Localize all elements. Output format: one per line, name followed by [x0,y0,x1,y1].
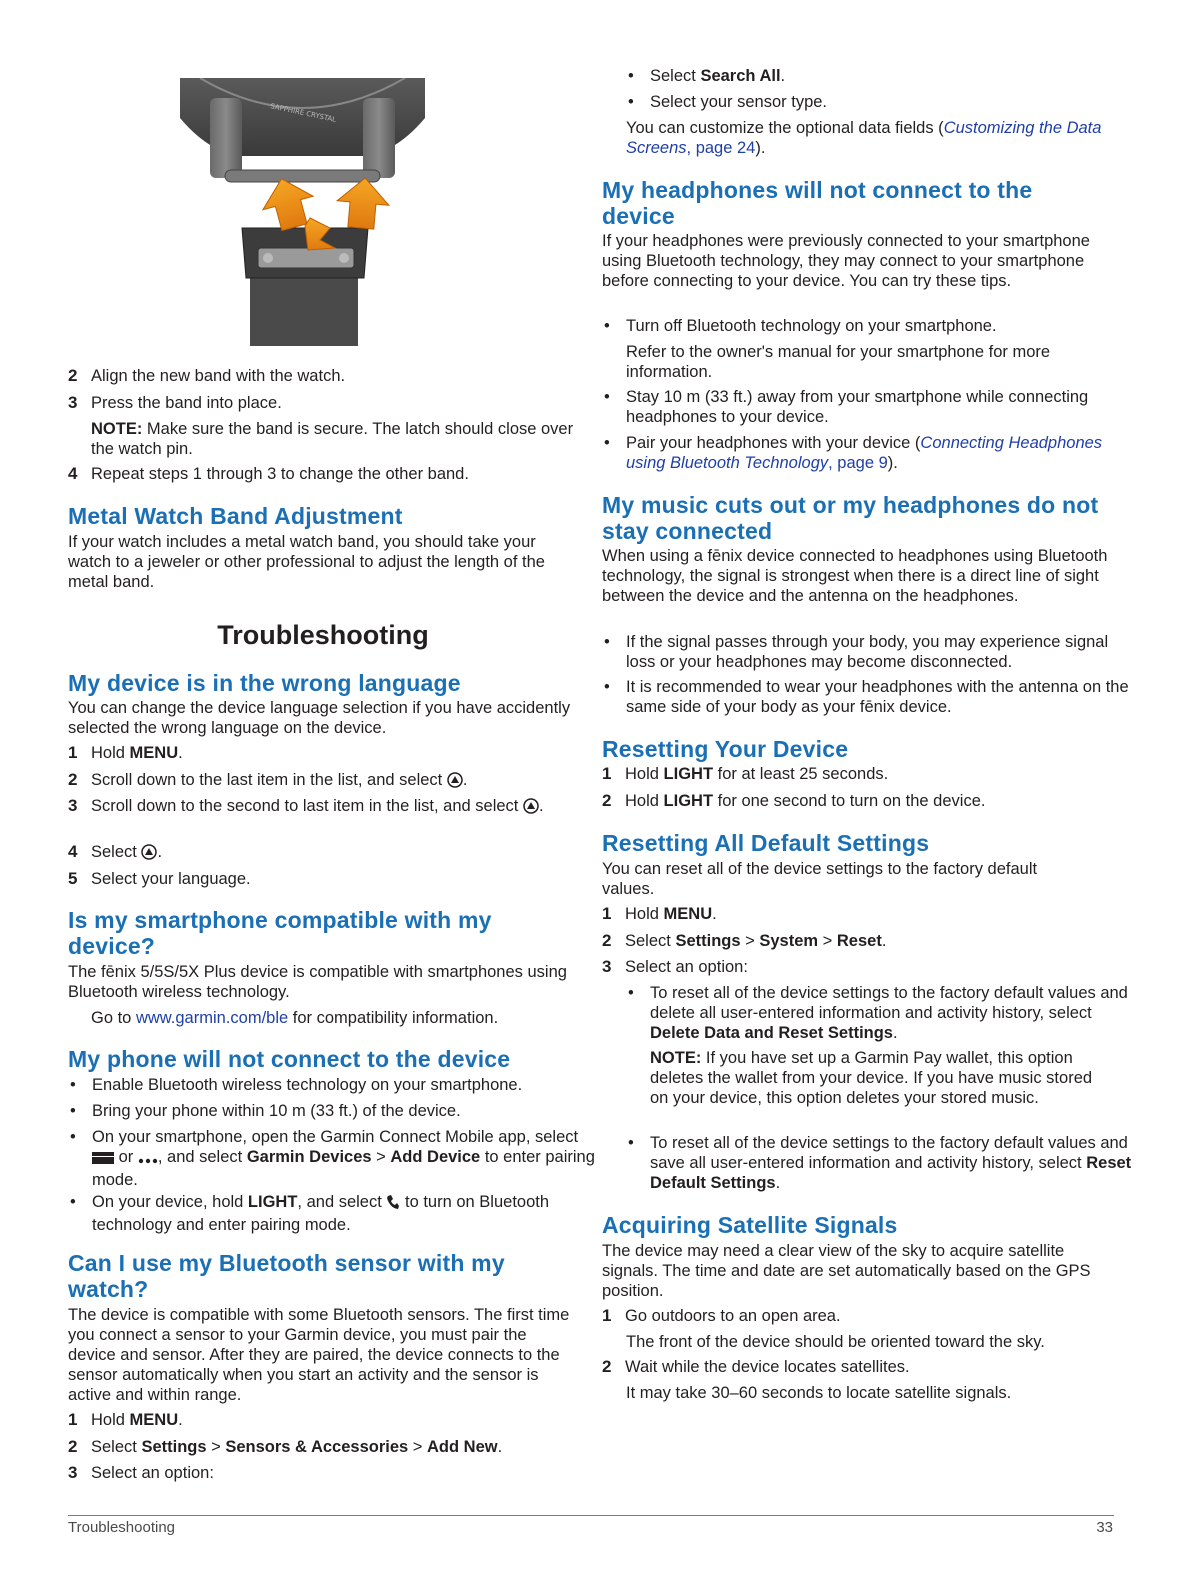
satellite-step-2-sub: It may take 30–60 seconds to locate satellite signals. [626,1384,1012,1402]
heading-bluetooth-sensor: Can I use my Bluetooth sensor with my watch? [68,1250,505,1302]
heading-satellite-signals: Acquiring Satellite Signals [602,1212,898,1238]
step-repeat: 4 Repeat steps 1 through 3 to change the other band. [68,464,469,483]
sensor-option-type: • Select your sensor type. [628,93,828,111]
headphones-text: If your headphones were previously connected to your smartphone using Bluetooth technology, they may connect to your smartphone before connecting to your device. You can try these tips. [602,232,1090,290]
phone-bullet-1: • Enable Bluetooth wireless technology on your smartphone. [70,1076,523,1094]
svg-text:SAPPHIRE CRYSTAL: SAPPHIRE CRYSTAL [269,102,337,124]
footer-section-name: Troubleshooting [68,1519,176,1536]
satellite-step-2: 2 Wait while the device locates satellites. [602,1357,910,1376]
lang-step-1: 1 Hold MENU. [68,743,183,762]
defaults-option-save: • To reset all of the device settings to the factory default values and save all user-entered information and activity history, select Reset Default Settings. [628,1134,1132,1192]
page-9-link[interactable]: , page 9 [828,454,888,472]
defaults-option-delete: • To reset all of the device settings to the factory default values and delete all user-entered information and activity history, select Delete Data and Reset Settings. [628,984,1128,1042]
customize-data-fields: You can customize the optional data fields (Customizing the Data Screens, page 24). [626,119,1102,157]
connecting-headphones-link[interactable]: Connecting Headphones using Bluetooth Technology [626,434,1103,472]
phone-bullet-2: • Bring your phone within 10 m (33 ft.) of the device. [70,1102,461,1120]
phone-bullet-3: • On your smartphone, open the Garmin Connect Mobile app, select or , and select Garmin Devices > Add Device to enter pairing mode. [70,1128,595,1189]
headphones-bullet-1-sub: Refer to the owner's manual for your smartphone for more information. [626,343,1051,381]
heading-resetting-device: Resetting Your Device [602,736,849,762]
page-24-link[interactable]: , page 24 [686,139,756,157]
note-band-secure: NOTE: Make sure the band is secure. The latch should close over the watch pin. [91,420,574,458]
music-bullet-2: • It is recommended to wear your headphones with the antenna on the same side of your body as your fēnix device. [604,678,1129,716]
heading-smartphone-compatible: Is my smartphone compatible with my device? [68,907,492,959]
sensor-step-3: 3 Select an option: [68,1463,214,1482]
headphones-bullet-2: • Stay 10 m (33 ft.) away from your smartphone while connecting headphones to your device. [604,388,1089,426]
chapter-title: Troubleshooting [217,620,429,650]
reset-step-2: 2 Hold LIGHT for one second to turn on the device. [602,791,986,810]
menu-bars-icon [92,1150,114,1170]
defaults-step-3: 3 Select an option: [602,957,748,976]
defaults-step-2: 2 Select Settings > System > Reset. [602,931,887,950]
lang-step-4: 4 Select . [68,842,601,865]
satellite-step-1-sub: The front of the device should be oriented toward the sky. [626,1333,1045,1351]
phone-bullet-4: • On your device, hold LIGHT, and select to turn on Bluetooth technology and enter pairing mode. [70,1193,550,1234]
headphones-bullet-3: • Pair your headphones with your device (Connecting Headphones using Bluetooth Technology, page 9). [604,434,1103,472]
sensor-text: The device is compatible with some Bluetooth sensors. The first time you connect a sensor to your Garmin device, you must pair the device and sensor. After they are paired, the device connects to the sensor automatically when you start an activity and the sensor is active and within range. [68,1306,570,1404]
heading-phone-not-connect: My phone will not connect to the device [68,1046,511,1072]
headphones-bullet-1: • Turn off Bluetooth technology on your smartphone. [604,317,997,335]
music-text: When using a fēnix device connected to headphones using Bluetooth technology, the signal is strongest when there is a direct line of sight between the device and the antenna on the headphones. [602,547,1108,605]
defaults-step-1: 1 Hold MENU. [602,904,717,923]
sensor-step-1: 1 Hold MENU. [68,1410,183,1429]
music-bullet-1: • If the signal passes through your body, you may experience signal loss or your headphones may become disconnected. [604,633,1109,671]
reset-step-1: 1 Hold LIGHT for at least 25 seconds. [602,764,889,783]
smartphone-go-to: Go to www.garmin.com/ble for compatibility information. [91,1009,499,1027]
lang-step-2: 2 Scroll down to the last item in the list, and select . [68,770,601,793]
satellite-text: The device may need a clear view of the sky to acquire satellite signals. The time and date are set automatically based on the GPS position. [602,1242,1091,1300]
up-arrow-button-icon [447,772,463,793]
sensor-option-search-all: • Select Search All. [628,67,786,85]
heading-metal-band: Metal Watch Band Adjustment [68,503,403,529]
watch-band-removal-illustration [180,78,425,346]
lang-step-3: 3 Scroll down to the second to last item in the list, and select . [68,796,581,819]
metal-band-text: If your watch includes a metal watch band, you should take your watch to a jeweler or other professional to adjust the length of the metal band. [68,533,545,591]
footer-divider [68,1515,1114,1516]
lang-step-5: 5 Select your language. [68,869,251,888]
satellite-step-1: 1 Go outdoors to an open area. [602,1306,841,1325]
footer-page-number: 33 [1096,1519,1113,1536]
heading-resetting-defaults: Resetting All Default Settings [602,830,930,856]
step-align: 2 Align the new band with the watch. [68,366,346,385]
more-dots-icon [138,1150,158,1170]
smartphone-text: The fēnix 5/5S/5X Plus device is compatible with smartphones using Bluetooth wireless technology. [68,963,567,1001]
customizing-data-screens-link[interactable]: Customizing the Data Screens [626,119,1102,157]
step-press: 3 Press the band into place. [68,393,282,412]
heading-wrong-language: My device is in the wrong language [68,670,461,696]
wrong-language-text: You can change the device language selection if you have accidently selected the wrong language on the device. [68,699,571,737]
up-arrow-button-icon [523,798,539,819]
phone-icon [386,1194,400,1215]
up-arrow-button-icon [141,844,157,865]
heading-music-cuts-out: My music cuts out or my headphones do not stay connected [602,492,1099,544]
defaults-note: NOTE: If you have set up a Garmin Pay wallet, this option deletes the wallet from your device. If you have music stored on your device, this option deletes your stored music. [650,1049,1093,1107]
defaults-text: You can reset all of the device settings to the factory default values. [602,860,1038,898]
heading-headphones-not-connect: My headphones will not connect to the device [602,177,1033,229]
garmin-ble-link[interactable]: www.garmin.com/ble [135,1009,289,1027]
sensor-step-2: 2 Select Settings > Sensors & Accessories > Add New. [68,1437,503,1456]
